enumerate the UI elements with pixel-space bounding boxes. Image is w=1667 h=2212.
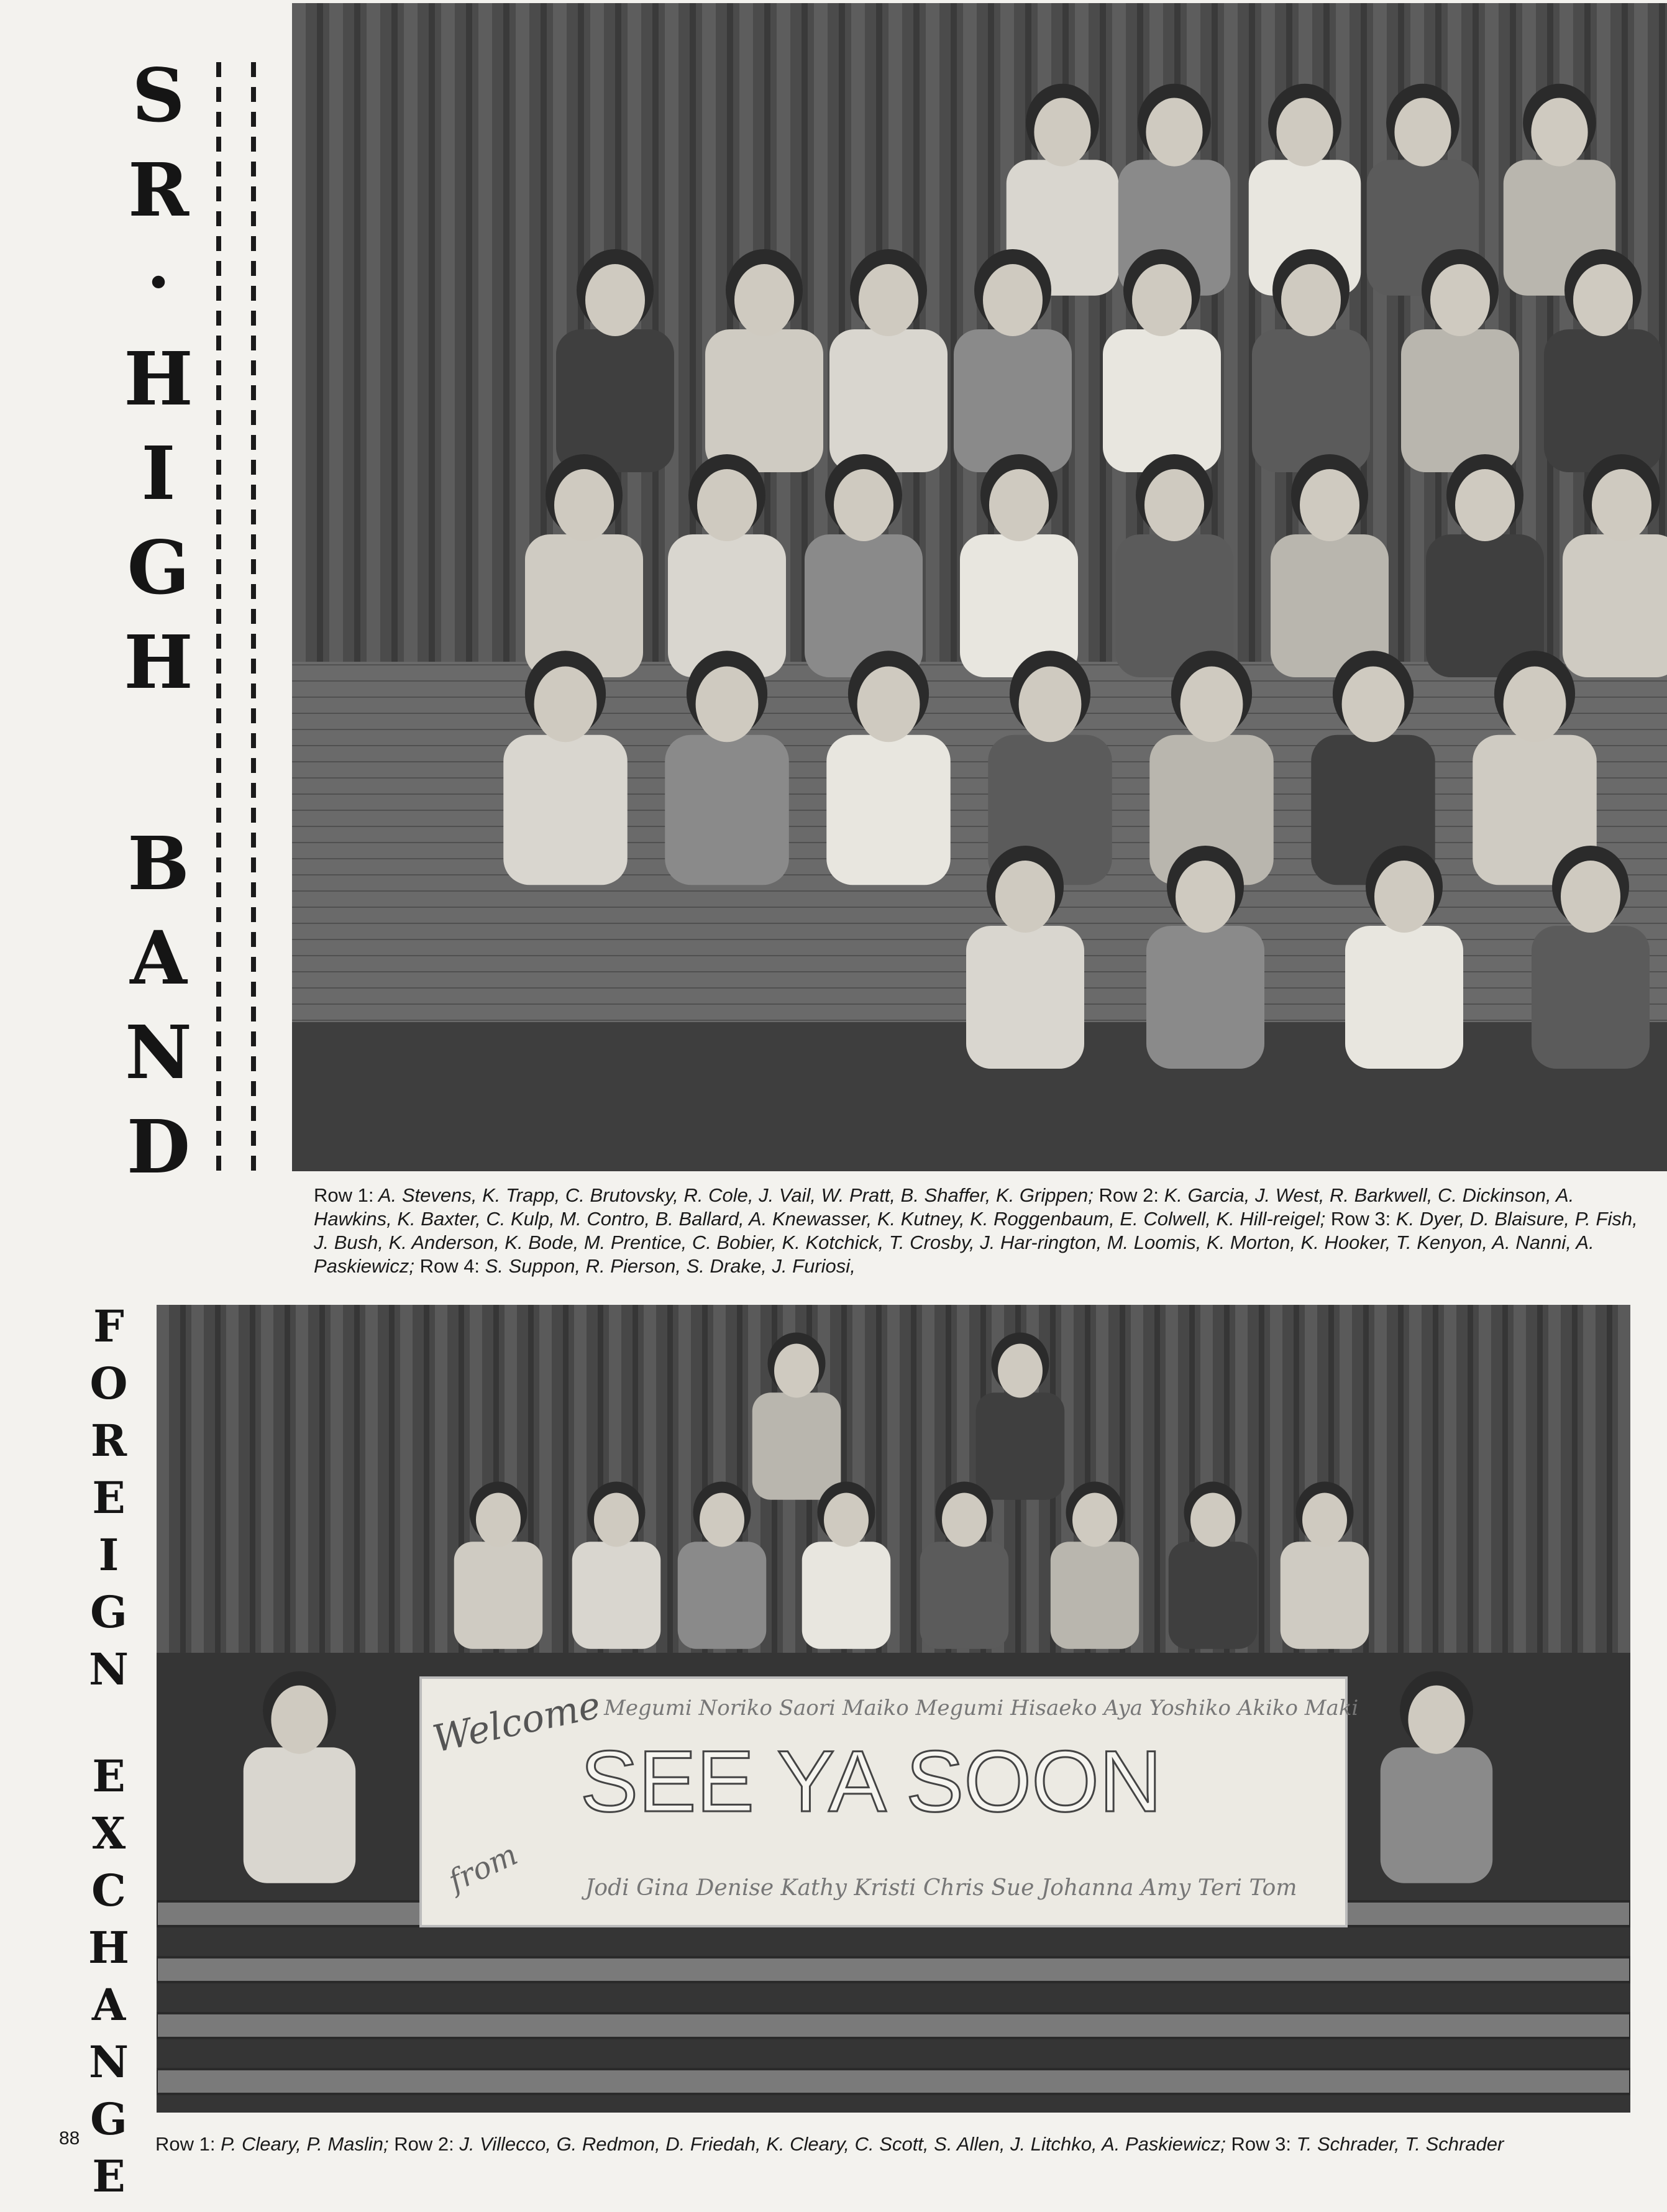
title-letter: E <box>92 1472 126 1524</box>
title-letter: O <box>89 1358 128 1409</box>
foreign-exchange-title <box>78 1300 140 2212</box>
dashed-rule-right <box>251 62 256 1171</box>
title-letter: S <box>132 52 185 139</box>
title-letter: G <box>90 1586 127 1638</box>
row-names: S. Suppon, R. Pierson, S. Drake, J. Furiosi, <box>485 1255 856 1277</box>
banner-japanese-names: Megumi Noriko Saori Maiko Megumi Hisaeko Aya Yoshiko Akiko Maki <box>604 1696 1359 1721</box>
band-caption <box>314 1184 1656 1278</box>
title-letter: · <box>146 242 171 322</box>
foreign-exchange-photo <box>157 1305 1630 2113</box>
title-letter: H <box>88 1922 130 1973</box>
banner-from: from <box>443 1837 523 1899</box>
foreign-exchange-caption <box>155 2132 1628 2156</box>
row-label: Row 2: <box>394 2133 454 2155</box>
title-letter: R <box>90 1415 127 1466</box>
title-letter: N <box>125 1009 192 1095</box>
row-label: Row 1: <box>314 1184 374 1206</box>
title-letter: C <box>91 1865 126 1916</box>
title-letter: A <box>130 915 187 1001</box>
dashed-rule-left <box>216 62 221 1171</box>
banner-host-names: Jodi Gina Denise Kathy Kristi Chris Sue Johanna Amy Teri Tom <box>585 1875 1297 1901</box>
row-label: Row 3: <box>1330 1208 1391 1230</box>
banner-main-text: SEE YA SOON <box>580 1732 1162 1830</box>
row-names: A. Stevens, K. Trapp, C. Brutovsky, R. Cole, J. Vail, W. Pratt, B. Shaffer, K. Grippen; <box>378 1184 1094 1206</box>
title-letter: E <box>92 1750 126 1802</box>
title-letter: H <box>124 336 193 422</box>
title-letter: G <box>90 2093 127 2145</box>
row-names: P. Cleary, P. Maslin; <box>221 2133 389 2155</box>
row-label: Row 3: <box>1231 2133 1292 2155</box>
title-letter: I <box>98 1529 119 1581</box>
title-letter: F <box>93 1300 124 1352</box>
row-names: K. Dyer, D. Blaisure, P. Fish, J. Bush, K. Anderson, K. Bode, M. Prentice, C. Bobier, K. Kotchick, T. Crosby, J. Har-rington, M. Loomis, K. Morton, K. Hooker, T. Kenyon, A. Nanni, A. Paskiewicz; <box>314 1208 1638 1277</box>
row-label: Row 2: <box>1098 1184 1159 1206</box>
row-names: T. Schrader, T. Schrader <box>1296 2133 1504 2155</box>
title-letter: H <box>124 619 193 705</box>
row-names: K. Garcia, J. West, R. Barkwell, C. Dickinson, A. Hawkins, K. Baxter, C. Kulp, M. Contro, B. Ballard, A. Knewasser, K. Kutney, K. Roggenbaum, E. Colwell, K. Hill-reigel; <box>314 1184 1574 1230</box>
banner-welcome: Welcome <box>429 1683 605 1762</box>
row-label: Row 4: <box>419 1255 480 1277</box>
title-letter: X <box>91 1808 126 1859</box>
page-number: 88 <box>59 2128 80 2149</box>
title-letter: N <box>89 1643 129 1695</box>
title-letter: D <box>126 1104 191 1190</box>
sr-high-band-title <box>118 52 199 1205</box>
title-letter: A <box>91 1979 126 2031</box>
row-label: Row 1: <box>155 2133 216 2155</box>
row-names: J. Villecco, G. Redmon, D. Friedah, K. Cleary, C. Scott, S. Allen, J. Litchko, A. Paskiewicz; <box>459 2133 1226 2155</box>
band-group-photo <box>292 3 1667 1171</box>
title-letter: R <box>127 147 190 233</box>
title-letter: N <box>89 2036 129 2088</box>
title-letter: B <box>127 820 190 907</box>
title-letter: I <box>141 430 176 516</box>
title-letter: E <box>92 2150 126 2202</box>
title-letter: G <box>127 524 190 611</box>
